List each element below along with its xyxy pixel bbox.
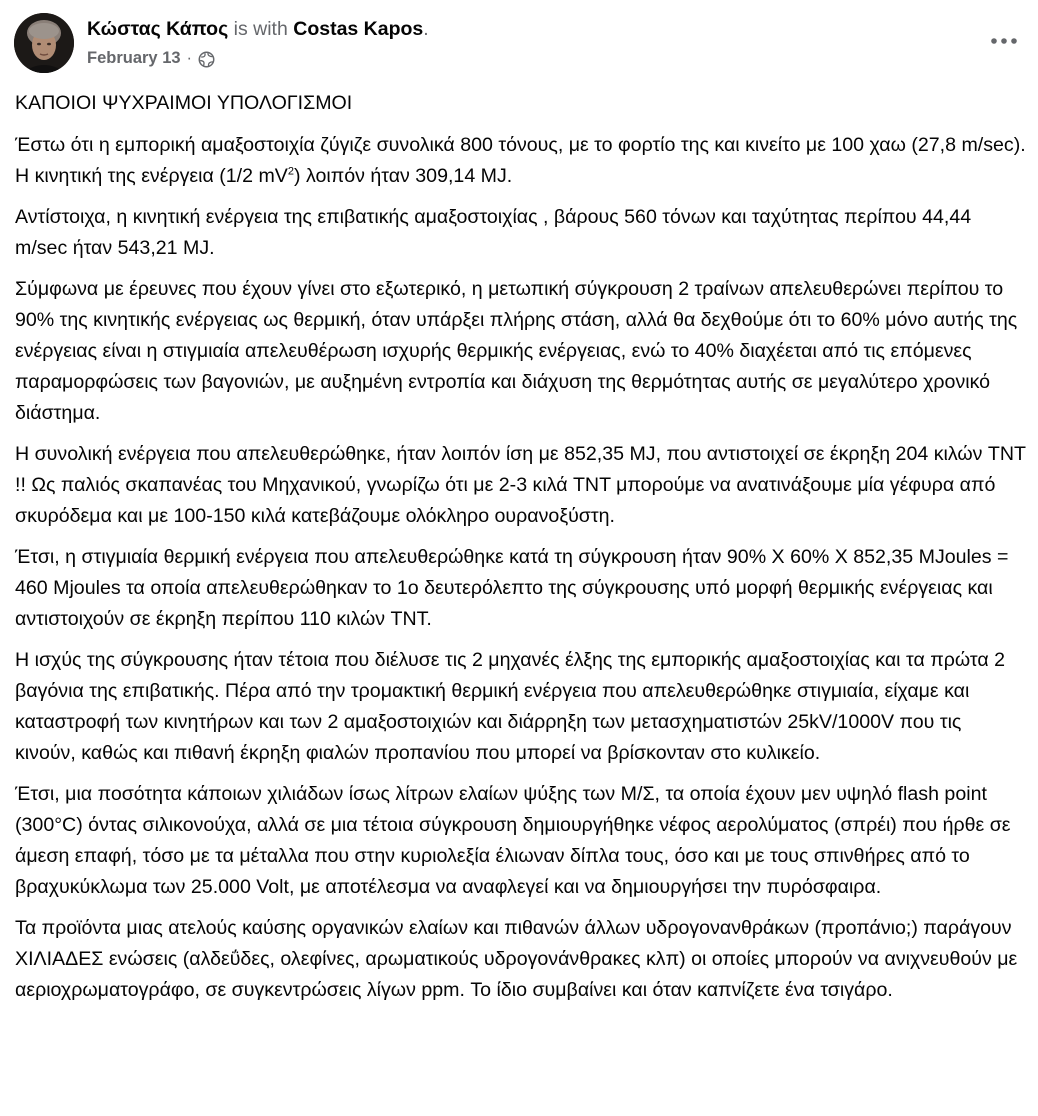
- superscript-2: 2: [287, 165, 294, 178]
- paragraph-2: Αντίστοιχα, η κινητική ενέργεια της επιβατικής αμαξοστοιχίας , βάρους 560 τόνων και ταχύτητας περίπου 44,44 m/sec ήταν 543,21 MJ.: [15, 206, 972, 259]
- paragraph-6: Η ισχύς της σύγκρουσης ήταν τέτοια που διέλυσε τις 2 μηχανές έλξης της εμπορικής αμαξοστοιχίας και τα πρώτα 2 βαγόνια της επιβατικής. Πέρα από την τρομακτική θερμική ενέργεια που απελευθερώθηκε στιγμιαία, είχαμε και καταστροφή των κινητήρων και των 2 αμαξοστοιχιών και διάρρηξη των μετασχηματιστών 25kV/1000V που τις κινούν, καθώς και πιθανή έκρηξη φιαλών προπανίου που μπορεί να βρίσκονταν στο κυλικείο.: [15, 649, 1006, 764]
- post-title: ΚΑΠΟΙΟΙ ΨΥΧΡΑΙΜΟΙ ΥΠΟΛΟΓΙΣΜΟΙ: [15, 92, 353, 114]
- post-meta: [87, 15, 429, 71]
- date-line: [87, 45, 429, 71]
- post-body: [15, 88, 1027, 1016]
- more-options-button[interactable]: [984, 21, 1024, 61]
- tagged-suffix: .: [423, 18, 429, 40]
- paragraph-5: Έτσι, η στιγμιαία θερμική ενέργεια που απελευθερώθηκε κατά τη σύγκρουση ήταν 90% Χ 60% Χ 852,35 MJoules = 460 Mjoules τα οποία απελευθερώθηκαν το 1ο δευτερόλεπτο της σύγκρουσης υπό μορφή θερμικής ενέργειας και αντιστοιχούν σε έκρηξη περίπου 110 κιλών TNT.: [15, 546, 1009, 630]
- tagged-name[interactable]: Costas Kapos: [293, 18, 424, 40]
- paragraph-8: Τα προϊόντα μιας ατελούς καύσης οργανικών ελαίων και πιθανών άλλων υδρογονανθράκων (προπάνιο;) παράγουν ΧΙΛΙΑΔΕΣ ενώσεις (αλδεΰδες, ολεφίνες, αρωματικούς υδρογονάνθρακες κλπ) οι οποίες μπορούν να ανιχνευθούν με αεριοχρωματογράφο, σε συγκεντρώσεις λίγων ppm. Το ίδιο συμβαίνει και όταν καπνίζετε ένα τσιγάρο.: [15, 917, 1018, 1001]
- date-separator: ·: [186, 49, 193, 67]
- post-header: [14, 13, 1024, 77]
- paragraph-1-text: Έστω ότι η εμπορική αμαξοστοιχία ζύγιζε συνολικά 800 τόνους, με το φορτίο της και κινείτο με 100 χαω (27,8 m/sec). Η κινητική της ενέργεια (1/2 mV: [15, 134, 1026, 187]
- globe-icon[interactable]: [198, 50, 215, 67]
- author-name[interactable]: Κώστας Κάπος: [87, 18, 229, 40]
- paragraph-1-tail: ) λοιπόν ήταν 309,14 MJ.: [293, 165, 513, 187]
- author-line: [87, 15, 429, 43]
- paragraph-3: Σύμφωνα με έρευνες που έχουν γίνει στο εξωτερικό, η μετωπική σύγκρουση 2 τραίνων απελευθερώνει περίπου το 90% της κινητικής ενέργειας ως θερμική, όταν υπάρξει πλήρης στάση, αλλά θα δεχθούμε ότι το 60% μόνο αυτής της ενέργειας είναι η στιγμιαία απελευθέρωση ισχυρής θερμικής ενέργειας, ενώ το 40% διαχέεται από τις επόμενες παραμορφώσεις των βαγονιών, με αυξημένη εντροπία και διάχυση της θερμότητας αυτής σε μεγαλύτερο χρονικό διάστημα.: [15, 278, 1018, 424]
- paragraph-4: Η συνολική ενέργεια που απελευθερώθηκε, ήταν λοιπόν ίση με 852,35 MJ, που αντιστοιχεί σε έκρηξη 204 κιλών TNT !! Ως παλιός σκαπανέας του Μηχανικού, γνωρίζω ότι με 2-3 κιλά TNT μπορούμε να ανατινάξουμε μία γέφυρα από σκυρόδεμα και με 100-150 κιλά κατεβάζουμε ολόκληρο ουρανοξύστη.: [15, 443, 1026, 527]
- avatar-photo: [14, 13, 74, 73]
- paragraph-7: Έτσι, μια ποσότητα κάποιων χιλιάδων ίσως λίτρων ελαίων ψύξης των Μ/Σ, τα οποία έχουν μεν υψηλό flash point (300°C) όντας σιλικονούχα, αλλά σε μια τέτοια σύγκρουση δημιουργήθηκε νέφος αερολύματος (σπρέι) που ήρθε σε άμεση επαφή, τόσο με τα μέταλλα που στην κυριολεξία έλιωναν δίπλα τους, όσο και με τους σπινθήρες από το βραχυκύκλωμα των 25.000 Volt, με αποτέλεσμα να αναφλεγεί και να δημιουργήσει την πυρόσφαιρα.: [15, 783, 1011, 898]
- with-text: is with: [228, 18, 294, 40]
- ellipsis-icon: [990, 37, 1018, 45]
- avatar[interactable]: [14, 13, 74, 73]
- post-date[interactable]: February 13: [87, 49, 181, 67]
- paragraph-1: [15, 130, 1027, 192]
